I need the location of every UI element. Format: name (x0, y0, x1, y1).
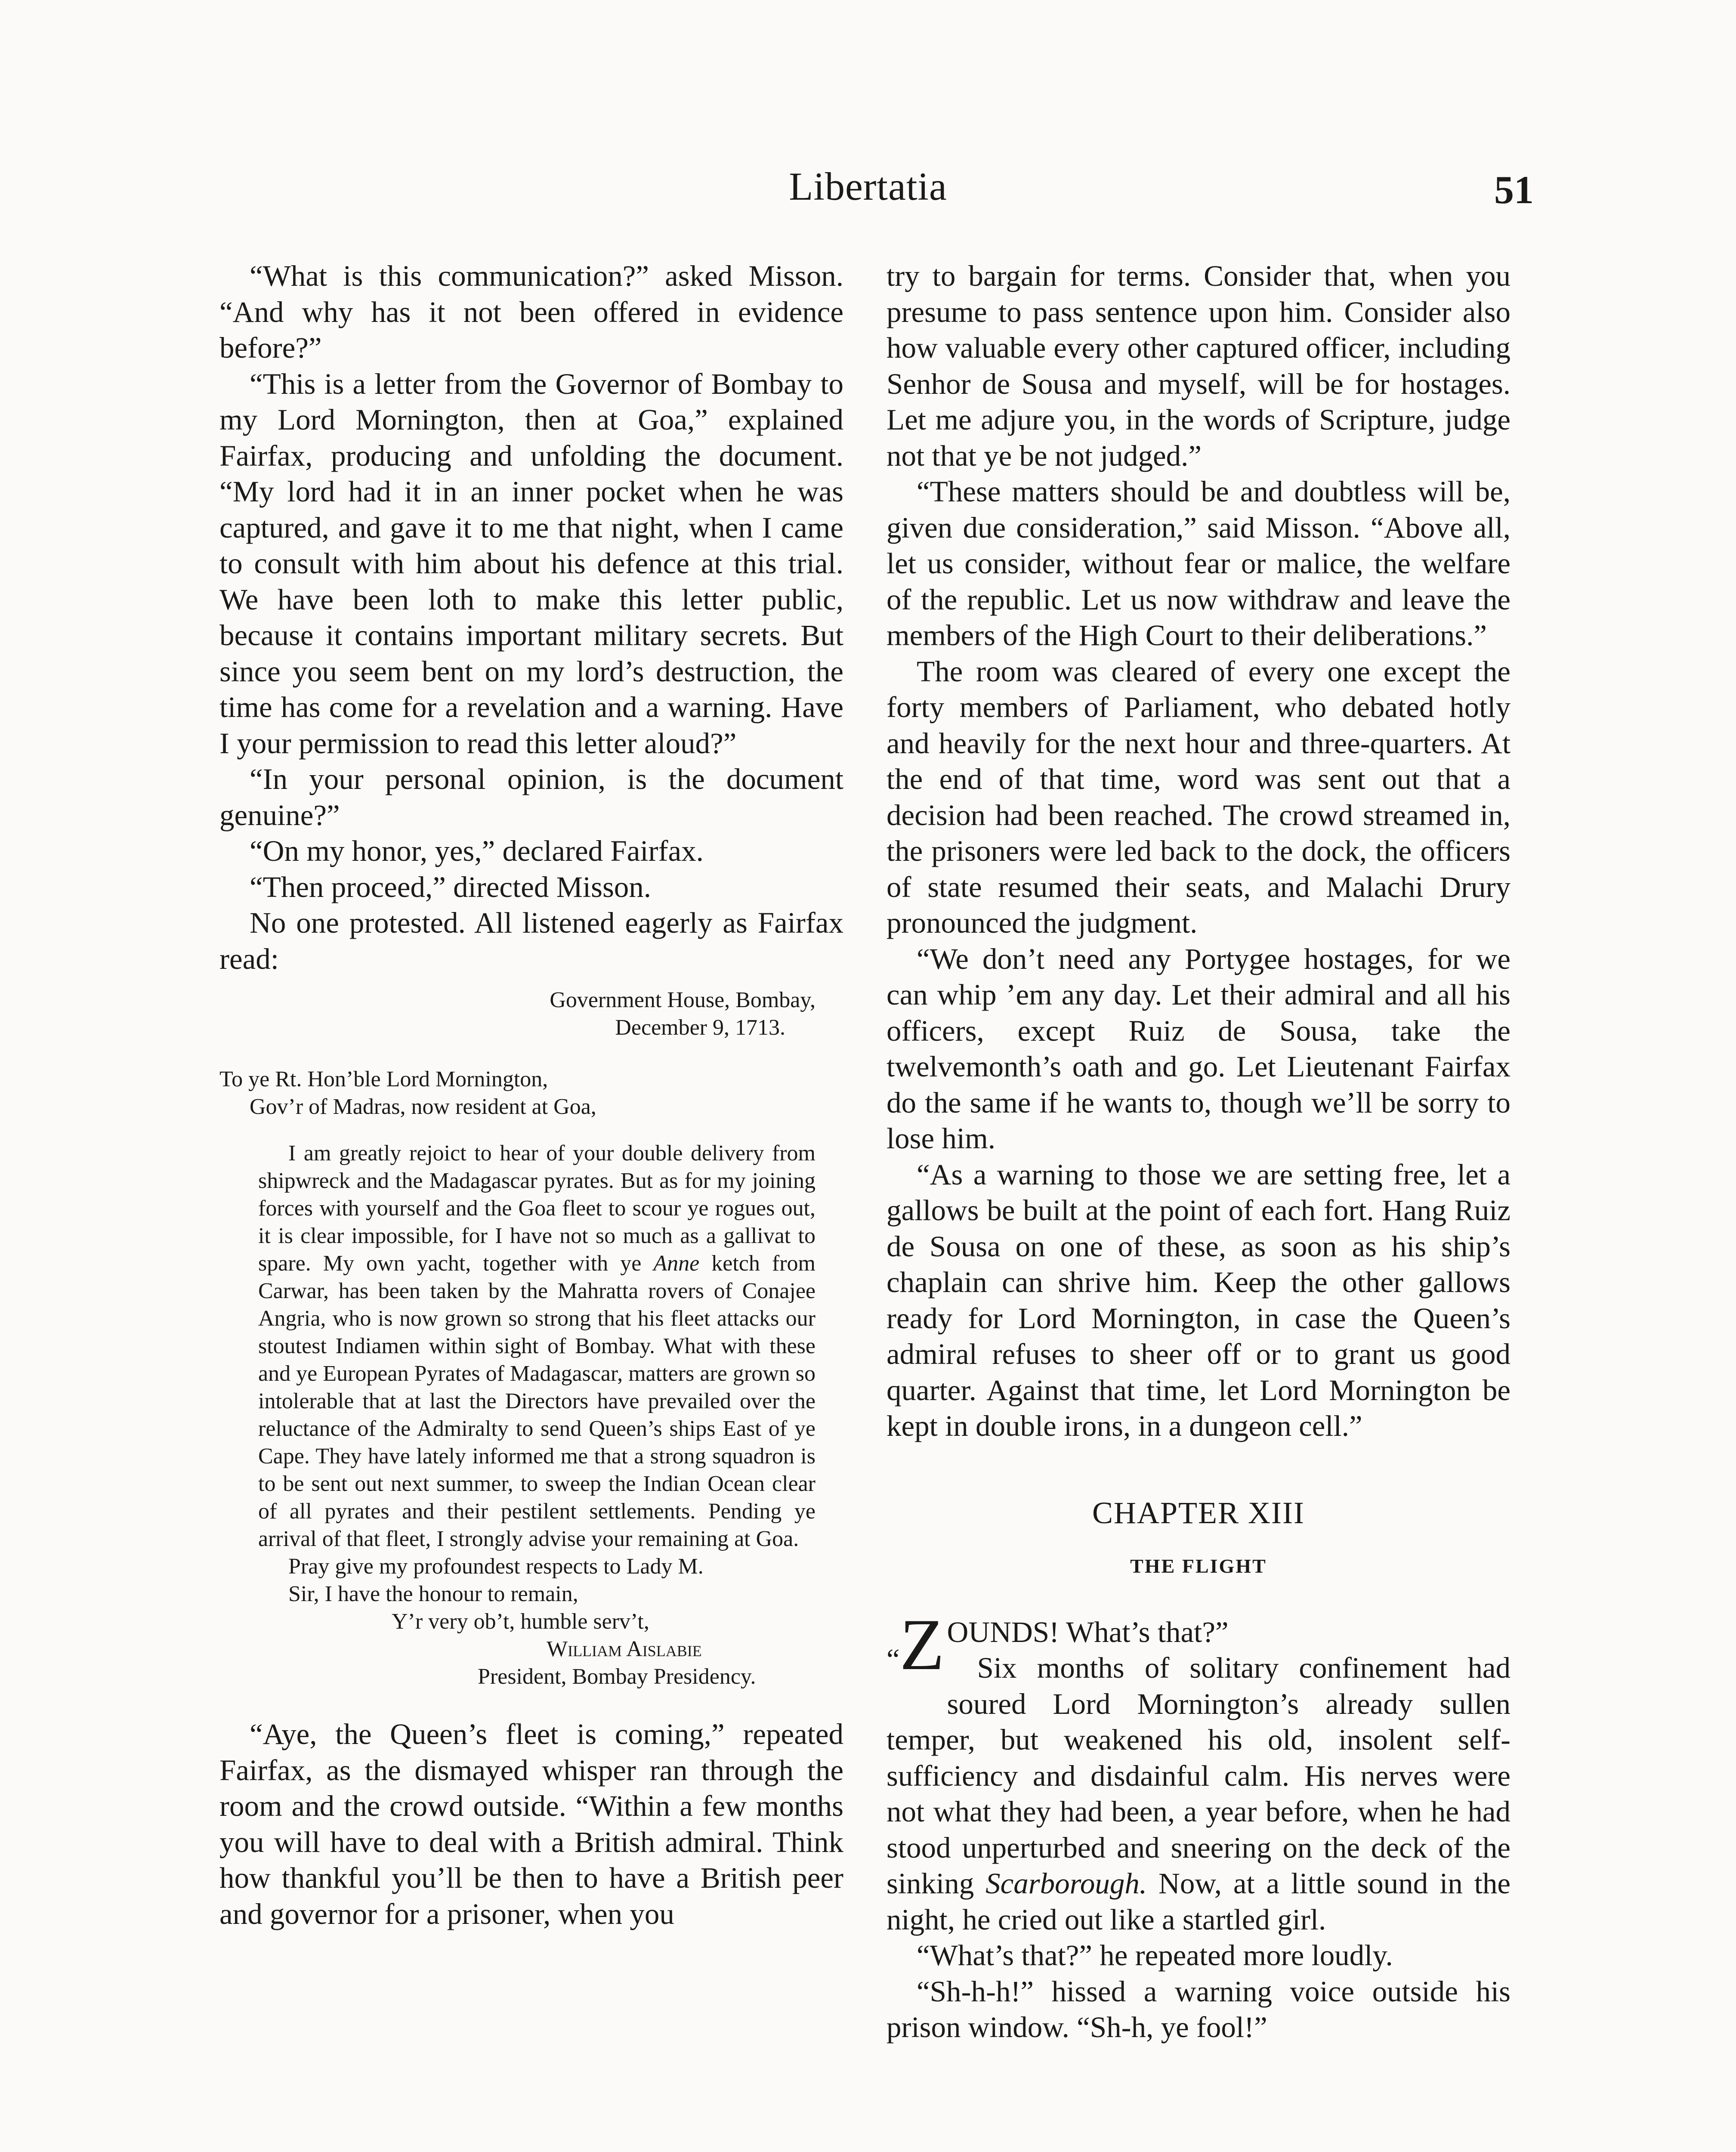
letter-address-line: To ye Rt. Hon’ble Lord Mornington, (219, 1067, 548, 1091)
running-title: Libertatia (789, 164, 947, 208)
letter-body (219, 1140, 843, 1580)
paragraph: “We don’t need any Portygee hostages, for we can whip ’em any day. Let their admiral and all his officers, except Ruiz de Sousa, take the twelvemonth’s oath and go. Let Lieutenant Fairfax do the same if he wants to, though we’ll be sorry to lose him. (887, 942, 1511, 1155)
paragraph: try to bargain for terms. Consider that, when you presume to pass sentence upon him. Consider also how valuable every other captured officer, including Senhor de Sousa and myself, will be for hostages. Let me adjure you, in the words of Scripture, judge not that ye be not judged.” (887, 260, 1511, 472)
letter-text: ketch from Carwar, has been taken by the Mahratta rovers of Conajee Angria, who is now grown so strong that his fleet attacks our stoutest Indiamen within sight of Bombay. What with these and ye European Pyrates of Madagascar, matters are grown so intolerable that at last the Directors have prevailed over the reluctance of the Admiralty to send Queen’s ships East of ye Cape. They have lately informed me that a strong squadron is to be sent out next summer, to sweep the Indian Ocean clear of all pyrates and their pestilent settlements. Pending ye arrival of that fleet, I strongly advise your remaining at Goa. (258, 1251, 816, 1551)
signature-title: President, Bombay Presidency. (478, 1664, 756, 1689)
page-number: 51 (1494, 168, 1534, 212)
paragraph: “Sh-h-h!” hissed a warning voice outside his prison window. “Sh-h, ye fool!” (887, 1975, 1511, 2044)
drop-cap-quote: “ (887, 1642, 900, 1676)
opening-line: OUNDS! What’s that?” (947, 1615, 1229, 1648)
letter-signature (219, 1580, 843, 1691)
drop-cap-letter: Z (899, 1604, 945, 1685)
chapter-opening (887, 1604, 1511, 1938)
chapter-subtitle: THE FLIGHT (1130, 1555, 1267, 1577)
paragraph: “As a warning to those we are setting free, let a gallows be built at the point of each fort. Hang Ruiz de Sousa on one of these, as soon as his ship’s chaplain can shrive him. Keep the other gallows ready for Lord Mornington, in case the Queen’s admiral refuses to sheer off or to grant us good quarter. Against that time, let Lord Mornington be kept in double irons, in a dungeon cell.” (887, 1158, 1511, 1442)
letter-ship-name: Anne (653, 1251, 700, 1276)
paragraph-text: Now, at a little sound in the night, he cried out like a startled girl. (887, 1867, 1511, 1936)
chapter-title: CHAPTER XIII (1092, 1495, 1305, 1530)
letter-dateline-place: Government House, Bombay, (550, 988, 815, 1012)
paragraph: “What is this communication?” asked Misson. “And why has it not been offered in evidence before?” (219, 260, 843, 364)
drop-cap (887, 1604, 945, 1687)
letter-dateline (219, 986, 843, 1042)
letter-text: I am greatly rejoict to hear of your double delivery from shipwreck and the Madagascar pyrates. But as for my joining forces with yourself and the Goa fleet to scour ye rogues out, it is clear impossible, for I have not so much as a gallivat to spare. My own yacht, together with ye (258, 1141, 815, 1276)
letter-address-line: Gov’r of Madras, now resident at Goa, (250, 1095, 596, 1119)
paragraph: “In your personal opinion, is the document genuine?” (219, 763, 843, 832)
letter-paragraph (258, 1140, 815, 1553)
paragraph: “These matters should be and doubtless will be, given due consideration,” said Misson. “Above all, let us consider, without fear or malice, the welfare of the republic. Let us now withdraw and leave the members of the High Court to their deliberations.” (887, 475, 1511, 652)
paragraph: “What’s that?” he repeated more loudly. (917, 1939, 1393, 1972)
paragraph: “On my honor, yes,” declared Fairfax. (250, 835, 704, 867)
letter-address (219, 1066, 843, 1121)
paragraph: “Then proceed,” directed Misson. (250, 870, 652, 903)
paragraph: No one protested. All listened eagerly as Fairfax read: (219, 906, 843, 975)
letter-dateline-date: December 9, 1713. (615, 1015, 785, 1040)
quoted-letter (219, 986, 843, 1691)
right-column (887, 258, 1511, 2046)
left-column (219, 258, 843, 1932)
paragraph: The room was cleared of every one except the forty members of Parliament, who debated hotly and heavily for the next hour and three-quarters. At the end of that time, word was sent out that a decision had been reached. The crowd streamed in, the prisoners were led back to the dock, the officers of state resumed their seats, and Malachi Drury pronounced the judgment. (887, 655, 1511, 939)
signature-name: William Aislabie (547, 1637, 702, 1661)
paragraph-text: Six months of solitary confinement had soured Lord Mornington’s already sullen temper, but weakened his old, insolent self-sufficiency and disdainful calm. His nerves were not what they had been, a year before, when he had stood unperturbed and sneering on the deck of the sinking (887, 1651, 1511, 1900)
paragraph: “Aye, the Queen’s fleet is coming,” repeated Fairfax, as the dismayed whisper ran through the room and the crowd outside. “Within a few months you will have to deal with a British admiral. Think how thankful you’ll be then to have a British peer and governor for a prisoner, when you (219, 1718, 843, 1930)
signature-line: Y’r very ob’t, humble serv’t, (392, 1609, 649, 1634)
paragraph: “This is a letter from the Governor of Bombay to my Lord Mornington, then at Goa,” explained Fairfax, producing and unfolding the document. “My lord had it in an inner pocket when he was captured, and gave it to me that night, when I came to consult with him about his defence at this trial. We have been loth to make this letter public, because it contains important military secrets. But since you seem bent on my lord’s destruction, the time has come for a revelation and a warning. Have I your permission to read this letter aloud?” (219, 367, 843, 760)
letter-paragraph: Pray give my profoundest respects to Lady M. (288, 1554, 704, 1579)
ship-name: Scarborough. (985, 1867, 1147, 1900)
page-header (0, 164, 1736, 220)
signature-line: Sir, I have the honour to remain, (288, 1582, 578, 1606)
